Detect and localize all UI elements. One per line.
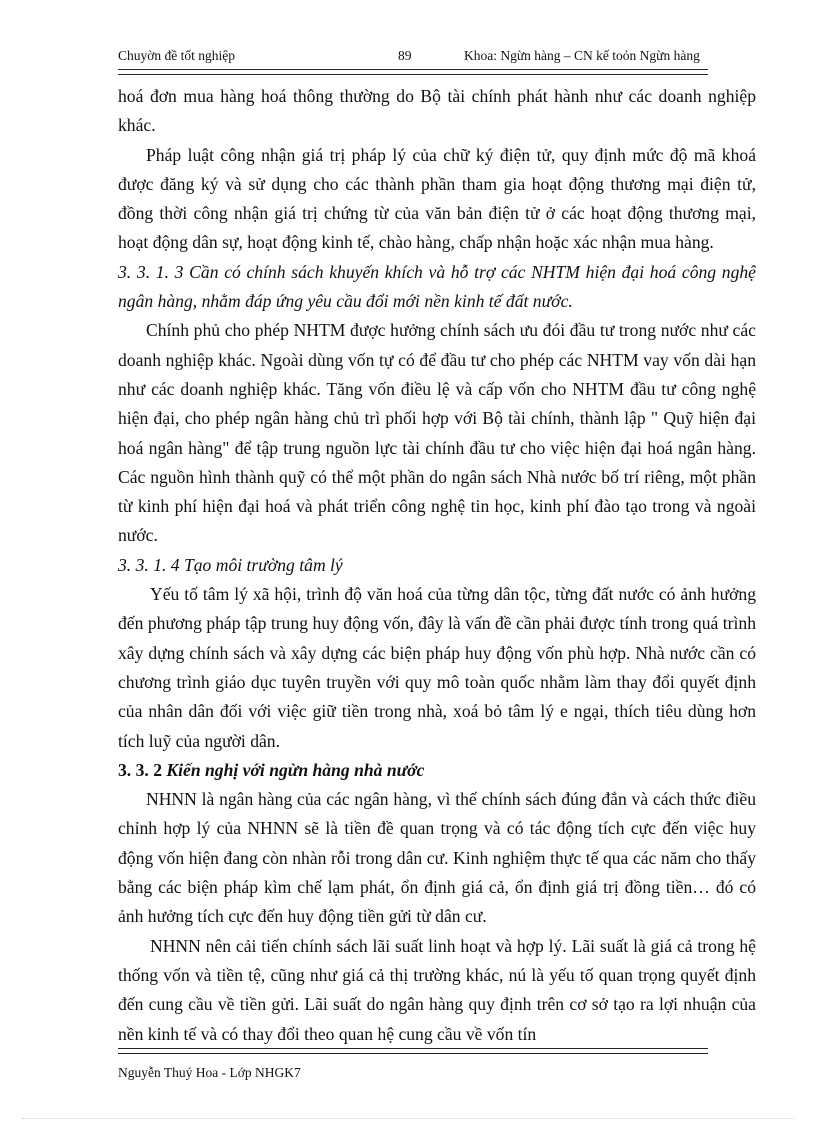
page-number: 89: [398, 48, 412, 63]
footer-divider: [118, 1048, 708, 1054]
heading-title: Kiến nghị với ngừn hàng nhà nước: [166, 759, 425, 780]
heading-number: 3. 3. 2: [118, 759, 162, 780]
paragraph: Chính phủ cho phép NHTM được hưởng chính sách ưu đói đầu tư trong nước như các doanh nghiệp khác. Ngoài dùng vốn tự có để đầu tư cho phép các NHTM vay vốn dài hạn như các doanh nghiệp khác. Tăng vốn điều lệ và cấp vốn cho NHTM đầu tư công nghệ hiện đại, cho phép ngân hàng chủ trì phối hợp với Bộ tài chính, thành lập " Quỹ hiện đại hoá ngân hàng" để tập trung nguồn lực tài chính đầu tư cho việc hiện đại hoá ngân hàng. Các nguồn hình thành quỹ có thể một phần do ngân sách Nhà nước bố trí riêng, một phần từ kinh phí hiện đại hoá và phát triển công nghệ tin học, kinh phí đào tạo trong và ngoài nước.: [118, 320, 756, 546]
paragraph: Yếu tố tâm lý xã hội, trình độ văn hoá của từng dân tộc, từng đất nước có ảnh hưởng đến phương pháp tập trung huy động vốn, đây là vấn đề cần phải được tính trong quá trình xây dựng chính sách và xây dựng các biện pháp huy động vốn phù hợp. Nhà nước cần có chương trình giáo dục tuyên truyền với quy mô toàn quốc nhằm làm thay đổi quyết định của nhân dân đối với việc giữ tiền trong nhà, xoá bỏ tâm lý e ngại, thích tiêu dùng hơn tích luỹ của người dân.: [118, 584, 756, 751]
section-heading: 3. 3. 1. 3 Cần có chính sách khuyến khích và hỗ trợ các NHTM hiện đại hoá công nghệ ngân hàng, nhằm đáp ứng yêu cầu đổi mới nền kinh tế đất nước.: [118, 261, 756, 312]
paragraph: Pháp luật công nhận giá trị pháp lý của chữ ký điện tử, quy định mức độ mã khoá được đăng ký và sử dụng cho các thành phần tham gia hoạt động thương mại điện tử, đồng thời công nhận giá trị chứng từ của văn bản điện tử ở các hoạt động thương mại, hoạt động dân sự, hoạt động kinh tế, chào hàng, chấp nhận hoặc xác nhận mua hàng.: [118, 144, 756, 253]
page-footer: Nguyễn Thuý Hoa - Lớp NHGK7: [118, 1065, 301, 1080]
section-heading-bold: [118, 756, 756, 785]
header-right: Khoa: Ngừn hàng – CN kế toỏn Ngừn hàng: [464, 48, 700, 63]
header-divider: [118, 69, 708, 75]
page-edge: [22, 1118, 794, 1119]
header-left: Chuyờn đề tốt nghiệp: [118, 48, 236, 63]
section-heading: 3. 3. 1. 4 Tạo môi trường tâm lý: [118, 554, 343, 575]
page-body: [118, 82, 756, 1049]
page-header: [118, 48, 740, 68]
paragraph: NHNN là ngân hàng của các ngân hàng, vì thế chính sách đúng đắn và cách thức điều chỉnh hợp lý của NHNN sẽ là tiền đề quan trọng và có tác động tích cực đến việc huy động vốn hiện đang còn nhàn rỗi trong dân cư. Kinh nghiệm thực tế qua các năm cho thấy bằng các biện pháp kìm chế lạm phát, ổn định giá cả, ổn định giá trị đồng tiền… đó có ảnh hưởng tích cực đến huy động tiền gửi từ dân cư.: [118, 789, 756, 927]
paragraph-continued: hoá đơn mua hàng hoá thông thường do Bộ tài chính phát hành như các doanh nghiệp khác.: [118, 86, 756, 136]
paragraph: NHNN nên cải tiến chính sách lãi suất linh hoạt và hợp lý. Lãi suất là giá cả trong hệ thống vốn và tiền tệ, cũng như giá cả thị trường khác, nú là yếu tố quan trọng quyết định đến cung cầu về tiền gửi. Lãi suất do ngân hàng quy định trên cơ sở tạo ra lợi nhuận của nền kinh tế và có thay đổi theo quan hệ cung cầu về vốn tín: [118, 935, 756, 1044]
